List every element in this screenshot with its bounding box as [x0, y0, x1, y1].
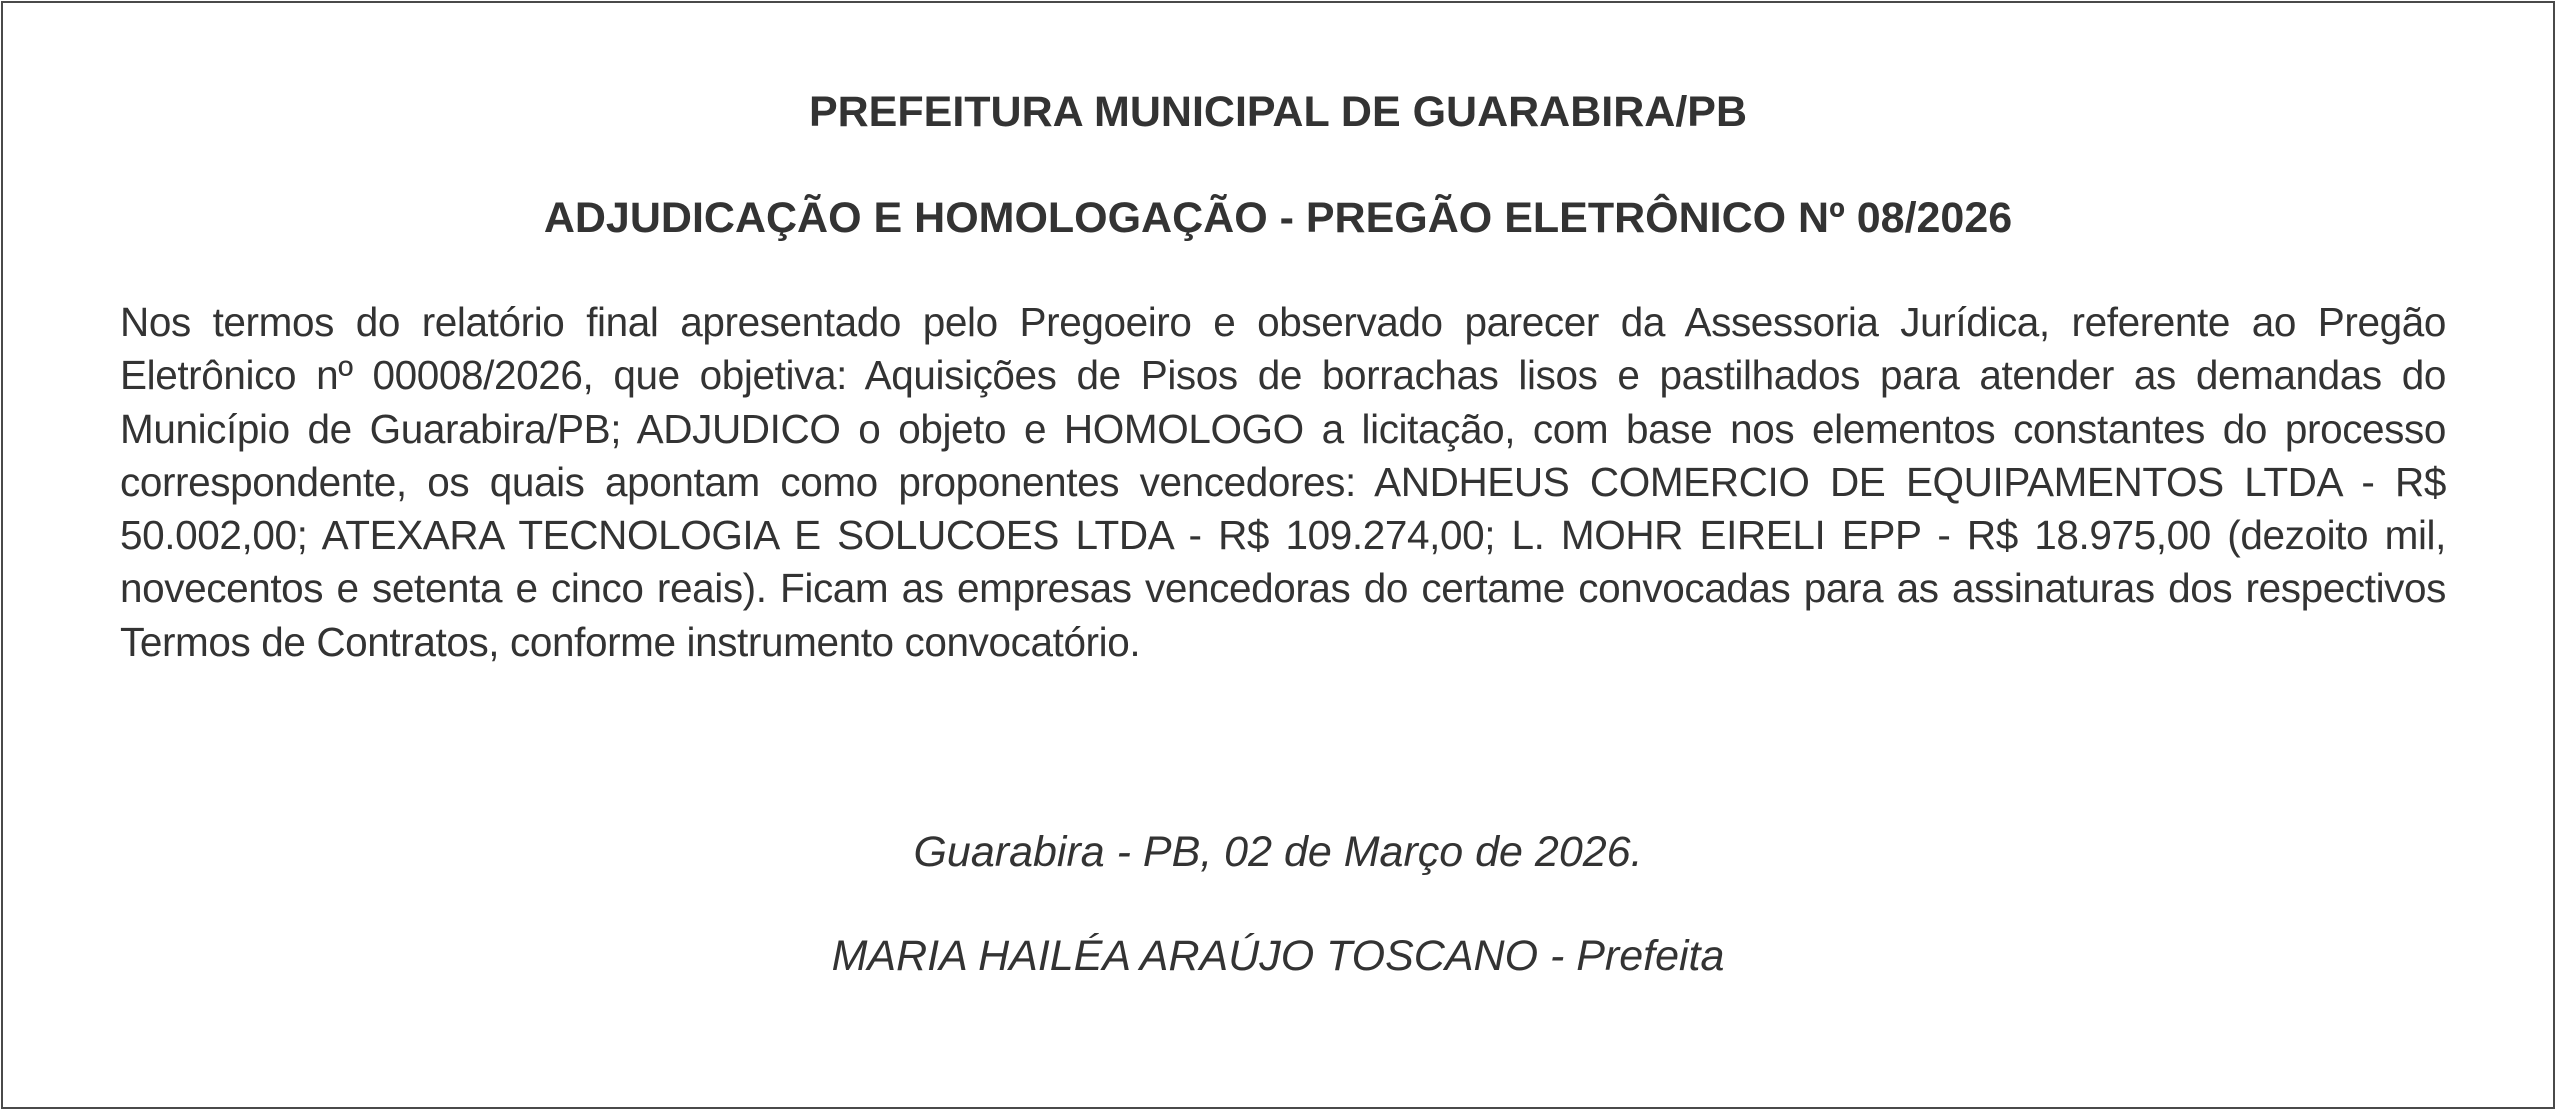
notice-frame	[1, 1, 2555, 1109]
notice-subtitle: ADJUDICAÇÃO E HOMOLOGAÇÃO - PREGÃO ELETRÔNICO Nº 08/2026	[543, 194, 2013, 242]
notice-title: PREFEITURA MUNICIPAL DE GUARABIRA/PB	[808, 88, 1748, 136]
notice-date-line: Guarabira - PB, 02 de Março de 2026.	[913, 828, 1643, 876]
notice-signature: MARIA HAILÉA ARAÚJO TOSCANO - Prefeita	[831, 932, 1725, 980]
notice-body: Nos termos do relatório final apresentado pelo Pregoeiro e observado parecer da Assessoria Jurídica, referente ao Pregão Eletrônico nº 00008/2026, que objetiva: Aquisições de Pisos de borrachas lisos e pastilhados para atender as demandas do Município de Guarabira/PB; ADJUDICO o objeto e HOMOLOGO a licitação, com base nos elementos constantes do processo correspondente, os quais apontam como proponentes vencedores: ANDHEUS COMERCIO DE EQUIPAMENTOS LTDA - R$ 50.002,00; ATEXARA TECNOLOGIA E SOLUCOES LTDA - R$ 109.274,00; L. MOHR EIRELI EPP - R$ 18.975,00 (dezoito mil, novecentos e setenta e cinco reais). Ficam as empresas vencedoras do certame convocadas para as assinaturas dos respectivos Termos de Contratos, conforme instrumento convocatório.	[120, 299, 2446, 665]
